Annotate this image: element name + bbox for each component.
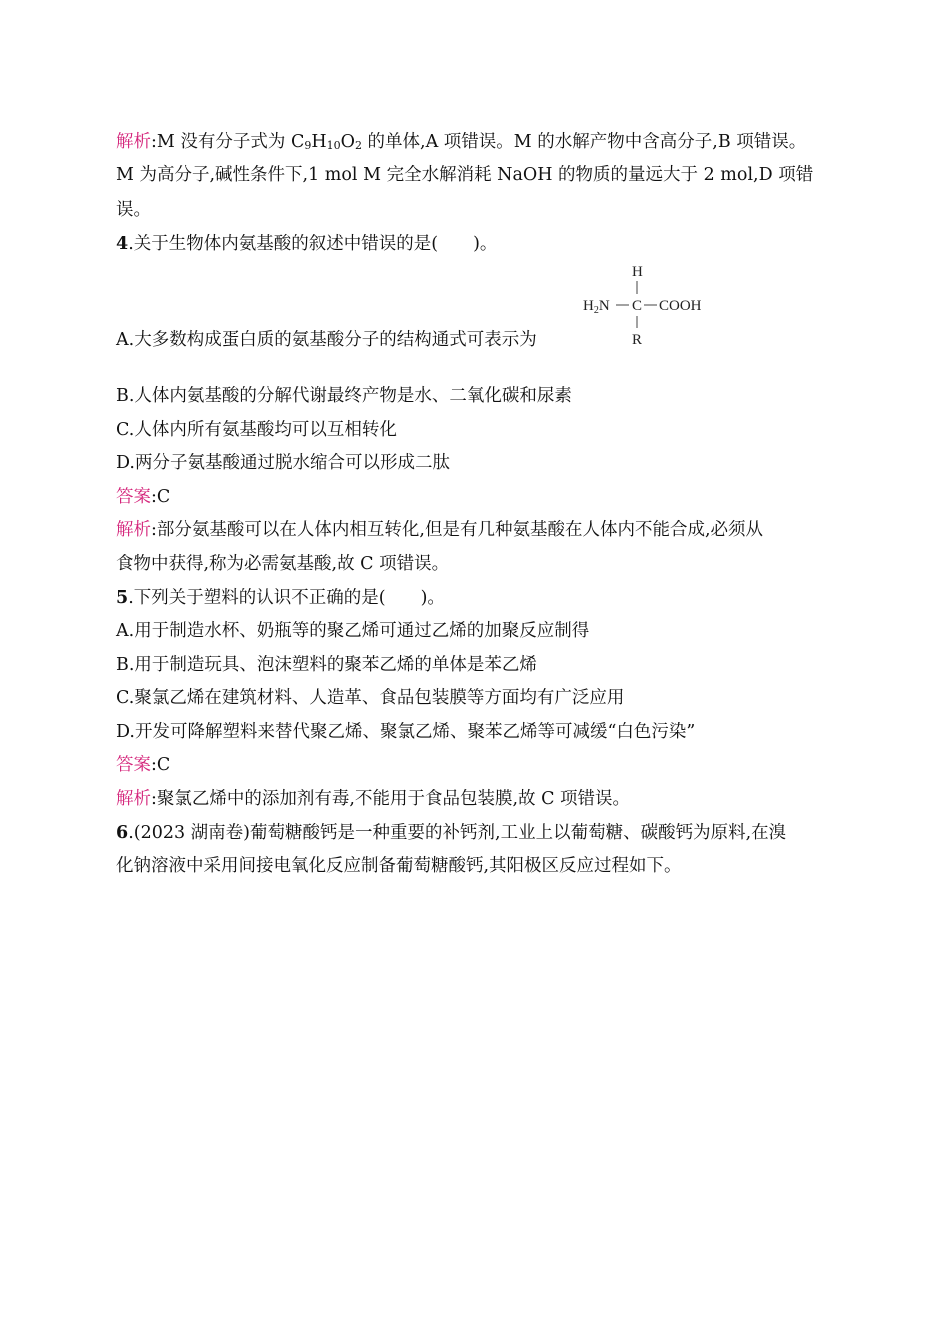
question-4-option-c: C.人体内所有氨基酸均可以互相转化 [116,420,397,440]
question-5-option-d: D.开发可降解塑料来替代聚乙烯、聚氯乙烯、聚苯乙烯等可减缓“白色污染” [116,722,696,742]
formula-center-atom: C [632,298,643,314]
question-5-option-a: A.用于制造水杯、奶瓶等的聚乙烯可通过乙烯的加聚反应制得 [116,621,590,641]
answer-label: 答案 [116,755,151,775]
question-4-option-a: A.大多数构成蛋白质的氨基酸分子的结构通式可表示为 [116,330,537,350]
prev-explanation-line-2: M 为高分子,碱性条件下,1 mol M 完全水解消耗 NaOH 的物质的量远大于 2 mol,D 项错 [116,165,814,185]
explanation-label: 解析 [116,132,151,152]
explanation-label: 解析 [116,520,151,540]
answer-label: 答案 [116,487,151,507]
question-6-stem-line-2: 化钠溶液中采用间接电氧化反应制备葡萄糖酸钙,其阳极区反应过程如下。 [116,856,682,876]
question-5-stem: 5.下列关于塑料的认识不正确的是( )。 [116,588,445,608]
prev-explanation-line-1: 解析:M 没有分子式为 $C_9H_{10}O_2$ 的单体,A 项错误。M 的水解产物中含高分子,B 项错误。 [116,132,807,152]
amino-acid-structure-formula [580,260,740,350]
question-4-option-b: B.人体内氨基酸的分解代谢最终产物是水、二氧化碳和尿素 [116,386,572,406]
formula-left-group: $H_2N$ [583,298,610,316]
question-6-stem-line-1: 6.(2023 湖南卷)葡萄糖酸钙是一种重要的补钙剂,工业上以葡萄糖、碳酸钙为原料,在溴 [116,823,787,843]
question-number: 6 [116,823,129,843]
question-5-option-b: B.用于制造玩具、泡沫塑料的聚苯乙烯的单体是苯乙烯 [116,655,537,675]
question-4-explanation-line-2: 食物中获得,称为必需氨基酸,故 C 项错误。 [116,554,450,574]
question-number: 4 [116,234,129,254]
question-4-explanation-line-1: 解析:部分氨基酸可以在人体内相互转化,但是有几种氨基酸在人体内不能合成,必须从 [116,520,764,540]
question-4-answer: 答案:C [116,487,171,507]
prev-explanation-line-3: 误。 [116,200,151,220]
question-4-stem: 4.关于生物体内氨基酸的叙述中错误的是( )。 [116,234,498,254]
question-5-answer: 答案:C [116,755,171,775]
question-5-option-c: C.聚氯乙烯在建筑材料、人造革、食品包装膜等方面均有广泛应用 [116,688,625,708]
formula-bottom-group: R [632,332,643,348]
formula-top-atom: H [632,264,643,280]
question-number: 5 [116,588,129,608]
formula-right-group: COOH [659,298,702,314]
explanation-label: 解析 [116,789,151,809]
question-5-explanation: 解析:聚氯乙烯中的添加剂有毒,不能用于食品包装膜,故 C 项错误。 [116,789,631,809]
question-4-option-d: D.两分子氨基酸通过脱水缩合可以形成二肽 [116,453,450,473]
